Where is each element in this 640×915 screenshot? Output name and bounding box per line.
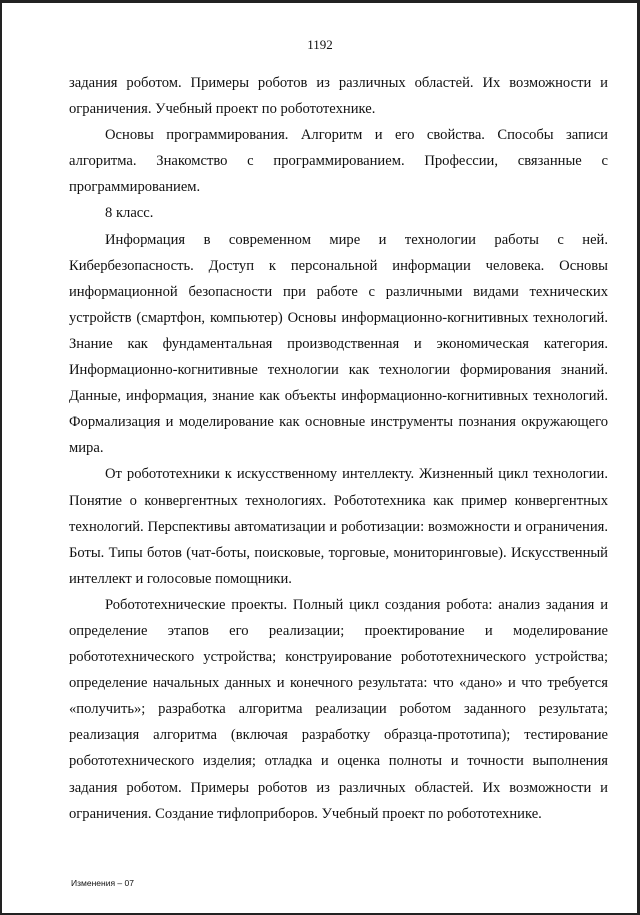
revision-note: Изменения – 07: [71, 878, 134, 888]
page-number: 1192: [307, 37, 333, 52]
paragraph-5: От робототехники к искусственному интеллекту. Жизненный цикл технологии. Понятие о конвергентных технологиях. Робототехника как пример конвергентных технологий. Перспективы автоматизации и роботизации: возможности и ограничения. Боты. Типы ботов (чат-боты, поисковые, торговые, мониторинговые). Искусственный интеллект и голосовые помощники.: [69, 466, 608, 587]
scan-border-top: [0, 0, 640, 3]
paragraph-1: задания роботом. Примеры роботов из различных областей. Их возможности и ограничения. Учебный проект по робототехнике.: [69, 75, 608, 118]
paragraph-2: Основы программирования. Алгоритм и его свойства. Способы записи алгоритма. Знакомство с программированием. Профессии, связанные с программированием.: [69, 127, 608, 196]
scan-border-left: [0, 0, 2, 915]
grade-heading: 8 класс.: [105, 205, 154, 222]
paragraph-6: Робототехнические проекты. Полный цикл создания робота: анализ задания и определение этапов его реализации; проектирование и моделирование робототехнического устройства; конструирование робототехнического устройства; определение начальных данных и конечного результата: что «дано» и что требуется «получить»; разработка алгоритма реализации роботом заданного результата; реализация алгоритма (включая разработку образца-прототипа); тестирование робототехнического изделия; отладка и оценка полноты и точности выполнения задания роботом. Примеры роботов из различных областей. Их возможности и ограничения. Создание тифлоприборов. Учебный проект по робототехнике.: [69, 596, 608, 822]
document-body: [69, 70, 608, 827]
paragraph-4: Информация в современном мире и технологии работы с ней. Кибербезопасность. Доступ к персональной информации человека. Основы информационной безопасности при работе с различными видами технических устройств (смартфон, компьютер) Основы информационно-когнитивных технологий. Знание как фундаментальная производственная и экономическая категория. Информационно-когнитивные технологии как технологии формирования знаний. Данные, информация, знание как объекты информационно-когнитивных технологий. Формализация и моделирование как основные инструменты познания окружающего мира.: [69, 231, 608, 457]
